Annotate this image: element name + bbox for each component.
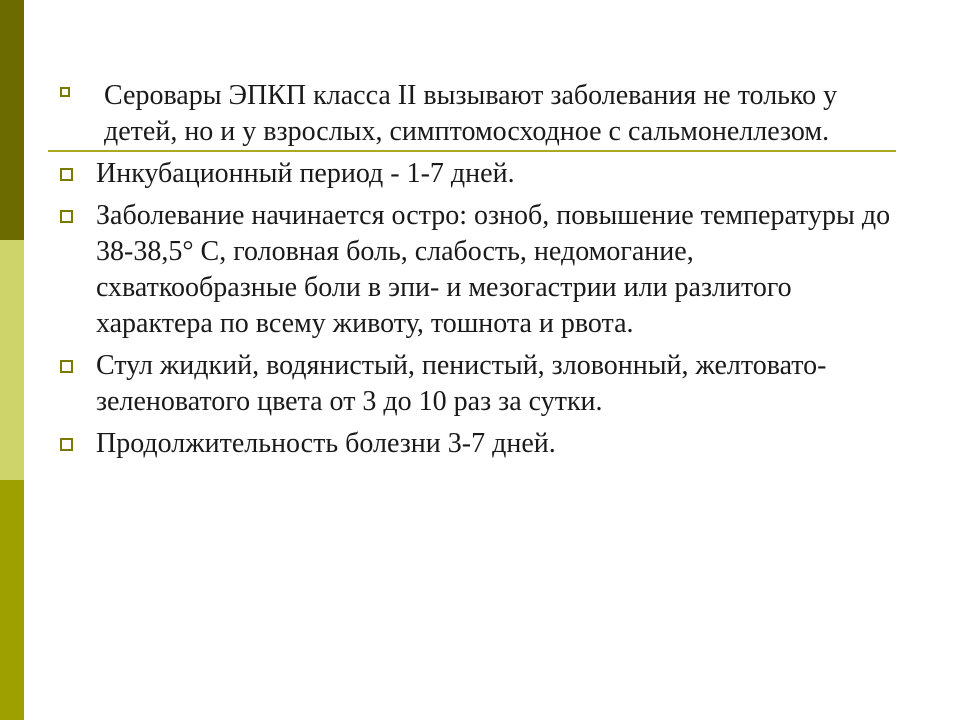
square-bullet-icon [60, 360, 73, 373]
bullet-text-2: Инкубационный период - 1-7 дней. [96, 158, 515, 189]
bullet-text-4: Стул жидкий, водянистый, пенистый, зловонный, желтовато-зеленоватого цвета от 3 до 10 раз за сутки. [96, 350, 827, 417]
square-bullet-icon [60, 210, 73, 223]
side-band-bottom [0, 480, 24, 720]
bullet-item-3 [60, 198, 900, 342]
bullet-text-5: Продолжительность болезни 3-7 дней. [96, 428, 556, 459]
bullet-text-3: Заболевание начинается остро: озноб, повышение температуры до 38-38,5° С, головная боль, слабость, недомогание, схваткообразные боли в эпи- и мезогастрии или разлитого характера по всему животу, тошнота и рвота. [96, 200, 891, 339]
bullet-item-4 [60, 348, 900, 420]
bullet-item-1 [60, 78, 900, 150]
square-bullet-icon [60, 87, 70, 97]
bullet-text-1: Серовары ЭПКП класса II вызывают заболевания не только у детей, но и у взрослых, симптомосходное с сальмонеллезом. [104, 80, 838, 147]
bullet-item-2 [60, 156, 900, 192]
side-band-middle [0, 240, 24, 480]
bullet-list [60, 78, 900, 468]
bullet-item-5 [60, 426, 900, 462]
side-band-top [0, 0, 24, 240]
square-bullet-icon [60, 438, 73, 451]
square-bullet-icon [60, 168, 73, 181]
